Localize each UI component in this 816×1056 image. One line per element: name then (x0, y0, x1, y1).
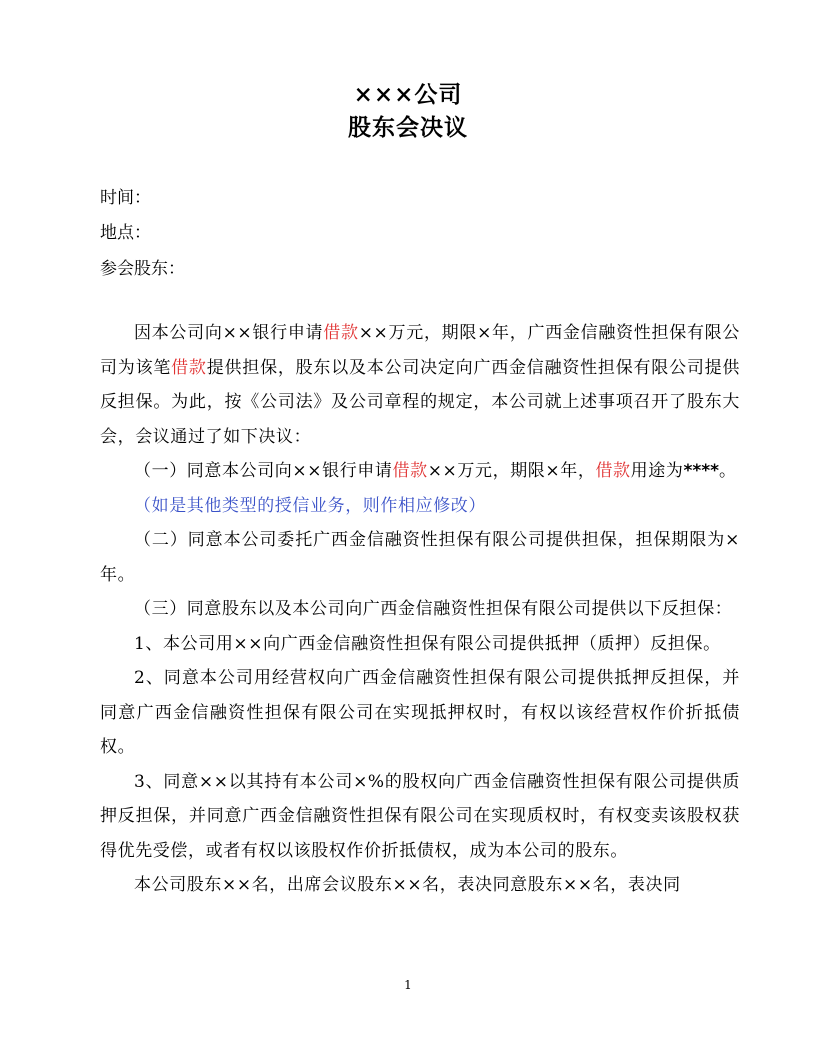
highlight-loan: 借款 (171, 357, 207, 378)
text-span: 用途为 (630, 461, 684, 481)
intro-paragraph (100, 316, 740, 454)
sub-item-2: 2、同意本公司用经营权向广西金信融资性担保有限公司提供抵押反担保，并同意广西金信融资性担保有限公司在实现抵押权时，有权以该经营权作价折抵债权。 (100, 668, 740, 757)
sub-item-1: 1、本公司用××向广西金信融资性担保有限公司提供抵押（质押）反担保。 (134, 633, 721, 654)
page-number: 1 (404, 978, 412, 992)
highlight-loan: 借款 (595, 461, 631, 481)
resolution-item-1 (100, 454, 740, 489)
document-title: 股东会决议 (348, 114, 468, 141)
text-span: ××万元，期限×年， (427, 461, 596, 481)
highlight-loan: 借款 (323, 323, 359, 343)
document-title-company: ×××公司 (353, 81, 463, 108)
text-span: （一）同意本公司向××银行申请 (134, 461, 393, 481)
field-time: 时间： (100, 188, 151, 208)
resolution-item-3: （三）同意股东以及本公司向广西金信融资性担保有限公司提供以下反担保： (134, 599, 733, 619)
highlight-loan: 借款 (392, 461, 428, 481)
text-span: ××万元，期限×年，广西金信融资性担保有限公司为该笔 (100, 323, 740, 378)
sub-item-3: 3、同意××以其持有本公司×%的股权向广西金信融资性担保有限公司提供质押反担保，并同意广西金信融资性担保有限公司在实现质权时，有权变卖该股权获得优先受偿，或者有权以该股权作价折抵债权，成为本公司的股东。 (100, 771, 740, 861)
text-span: 。 (719, 461, 737, 481)
note-paragraph: （如是其他类型的授信业务，则作相应修改） (134, 495, 486, 516)
resolution-item-2: （二）同意本公司委托广西金信融资性担保有限公司提供担保，担保期限为×年。 (100, 530, 740, 585)
field-attendees: 参会股东： (100, 259, 185, 279)
text-span: 提供担保，股东以及本公司决定向广西金信融资性担保有限公司提供反担保。为此，按《公司法》及公司章程的规定，本公司就上述事项召开了股东大会，会议通过了如下决议： (100, 357, 741, 447)
resolution-body (100, 316, 740, 903)
text-span: 因本公司向××银行申请 (134, 323, 324, 343)
closing-paragraph: 本公司股东××名，出席会议股东××名，表决同意股东××名，表决同 (134, 875, 681, 895)
placeholder-stars: **** (683, 461, 720, 481)
field-place: 地点： (100, 223, 151, 243)
